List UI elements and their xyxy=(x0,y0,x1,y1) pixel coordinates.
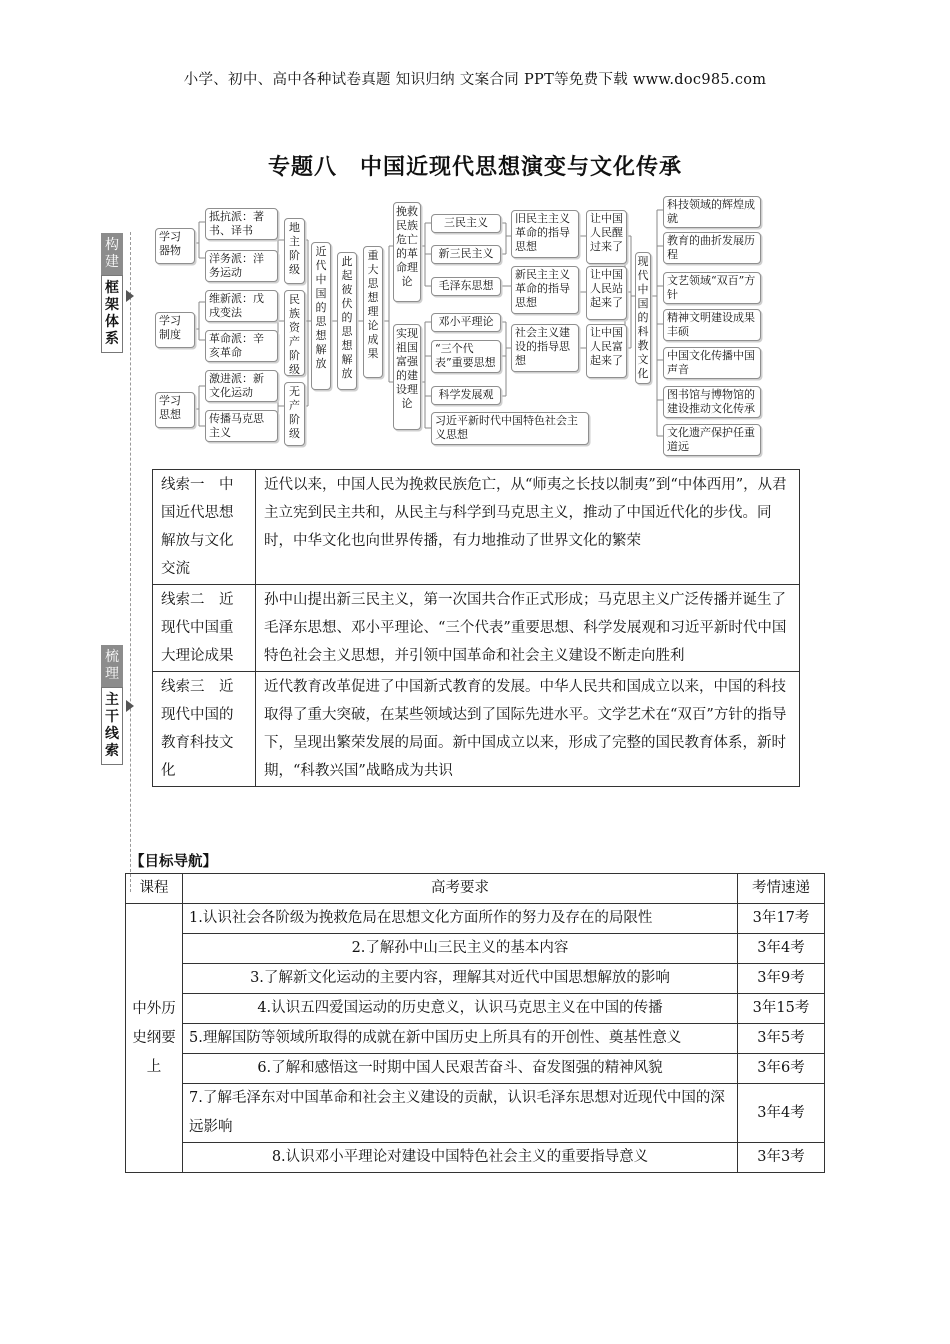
requirement-cell: 6.了解和感悟这一时期中国人民艰苦奋斗、奋发图强的精神风貌 xyxy=(183,1054,738,1084)
page-header: 小学、初中、高中各种试卷真题 知识归纳 文案合同 PPT等免费下载 www.doc985.com xyxy=(183,72,767,88)
side-tab-bottom: 框架体系 xyxy=(101,275,123,353)
table-row xyxy=(126,994,825,1024)
count-cell: 3年5考 xyxy=(738,1024,825,1054)
pointer-arrow-icon xyxy=(126,290,134,302)
clue-text: 近代以来，中国人民为挽救民族危亡，从“师夷之长技以制夷”到“中体西用”，从君主立宪到民主共和，从民主与科学到马克思主义，推动了中国近代化的步伐。同时，中华文化也向世界传播，有力地推动了世界文化的繁荣 xyxy=(256,470,800,585)
dashed-guide-line xyxy=(130,232,131,892)
column-header: 课程 xyxy=(126,874,183,904)
map-node: 科技领域的辉煌成就 xyxy=(663,196,761,228)
column-header: 高考要求 xyxy=(183,874,738,904)
side-tab-clues xyxy=(101,645,123,765)
map-node: 文艺领域“双百”方针 xyxy=(663,272,761,304)
clue-table xyxy=(152,469,800,787)
map-node: 近代中国的思想解放 xyxy=(311,242,331,390)
count-cell: 3年4考 xyxy=(738,1084,825,1143)
count-cell: 3年4考 xyxy=(738,934,825,964)
map-node: 旧民主主义革命的指导思想 xyxy=(511,210,579,258)
requirement-cell: 5.理解国防等领域所取得的成就在新中国历史上所具有的开创性、奠基性意义 xyxy=(183,1024,738,1054)
map-node: 新三民主义 xyxy=(431,245,501,264)
map-node: 毛泽东思想 xyxy=(431,277,501,296)
requirement-cell: 1.认识社会各阶级为挽救危局在思想文化方面所作的努力及存在的局限性 xyxy=(183,904,738,934)
table-header-row xyxy=(126,874,825,904)
table-row xyxy=(126,1054,825,1084)
count-cell: 3年3考 xyxy=(738,1143,825,1173)
map-node: 教育的曲折发展历程 xyxy=(663,232,761,264)
table-row xyxy=(126,1024,825,1054)
map-node: 实现祖国富强的建设理论 xyxy=(393,324,421,430)
count-cell: 3年15考 xyxy=(738,994,825,1024)
map-node: 科学发展观 xyxy=(431,386,501,405)
clue-text: 近代教育改革促进了中国新式教育的发展。中华人民共和国成立以来，中国的科技取得了重大突破，在某些领域达到了国际先进水平。文学艺术在“双百”方针的指导下，呈现出繁荣发展的局面。新中国成立以来，形成了完整的国民教育体系，新时期，“科教兴国”战略成为共识 xyxy=(256,672,800,787)
clue-text: 孙中山提出新三民主义，第一次国共合作正式形成；马克思主义广泛传播并诞生了毛泽东思想、邓小平理论、“三个代表”重要思想、科学发展观和习近平新时代中国特色社会主义思想，并引领中国革命和社会主义建设不断走向胜利 xyxy=(256,585,800,672)
requirement-cell: 8.认识邓小平理论对建设中国特色社会主义的重要指导意义 xyxy=(183,1143,738,1173)
map-node: 传播马克思主义 xyxy=(205,410,278,442)
goals-table xyxy=(125,873,825,1173)
framework-mindmap xyxy=(151,196,801,456)
course-cell: 中外历史纲要上 xyxy=(126,904,183,1173)
map-node: 地主阶级 xyxy=(284,218,305,284)
map-node: 重大思想理论成果 xyxy=(363,246,383,378)
map-node: 图书馆与博物馆的建设推动文化传承 xyxy=(663,386,761,418)
map-node: 邓小平理论 xyxy=(431,313,501,332)
map-node: 让中国人民站起来了 xyxy=(586,266,627,320)
column-header: 考情速递 xyxy=(738,874,825,904)
table-row xyxy=(126,904,825,934)
requirement-cell: 2.了解孙中山三民主义的基本内容 xyxy=(183,934,738,964)
section-title: 【目标导航】 xyxy=(130,854,217,870)
clue-label: 线索二 近现代中国重大理论成果 xyxy=(153,585,256,672)
map-node: 激进派：新文化运动 xyxy=(205,370,278,402)
map-node: 文化遗产保护任重道远 xyxy=(663,424,761,456)
map-node: “三个代表”重要思想 xyxy=(431,340,501,373)
map-node: 学习器物 xyxy=(155,228,195,264)
map-node: 精神文明建设成果丰硕 xyxy=(663,309,761,341)
map-node: 挽救民族危亡的革命理论 xyxy=(393,202,421,302)
map-node: 现代中国的科教文化 xyxy=(635,252,651,384)
table-row xyxy=(126,964,825,994)
table-row xyxy=(153,672,800,787)
table-row xyxy=(126,1084,825,1143)
map-node: 此起彼伏的思想解放 xyxy=(337,252,357,390)
map-node: 让中国人民富起来了 xyxy=(586,324,627,378)
map-node: 习近平新时代中国特色社会主义思想 xyxy=(431,412,589,445)
side-tab-framework xyxy=(101,233,123,353)
map-node: 无产阶级 xyxy=(284,382,305,446)
side-tab-top: 构建 xyxy=(101,233,123,275)
map-node: 学习制度 xyxy=(155,312,195,348)
table-row xyxy=(126,934,825,964)
side-tab-top: 梳理 xyxy=(101,645,123,687)
table-row xyxy=(153,585,800,672)
map-node: 中国文化传播中国声音 xyxy=(663,347,761,379)
side-tab-bottom: 主干线索 xyxy=(101,687,123,765)
requirement-cell: 7.了解毛泽东对中国革命和社会主义建设的贡献，认识毛泽东思想对近现代中国的深远影响 xyxy=(183,1084,738,1143)
count-cell: 3年17考 xyxy=(738,904,825,934)
count-cell: 3年6考 xyxy=(738,1054,825,1084)
map-node: 社会主义建设的指导思想 xyxy=(511,324,579,372)
count-cell: 3年9考 xyxy=(738,964,825,994)
clue-label: 线索三 近现代中国的教育科技文化 xyxy=(153,672,256,787)
map-node: 民族资产阶级 xyxy=(284,290,305,376)
map-node: 抵抗派：著书、译书 xyxy=(205,208,278,240)
map-node: 让中国人民醒过来了 xyxy=(586,210,627,264)
map-node: 新民主主义革命的指导思想 xyxy=(511,266,579,314)
table-row xyxy=(126,1143,825,1173)
pointer-arrow-icon xyxy=(126,700,134,712)
map-node: 革命派：辛亥革命 xyxy=(205,330,278,362)
map-node: 维新派：戊戌变法 xyxy=(205,290,278,322)
map-node: 学习思想 xyxy=(155,392,195,428)
table-row xyxy=(153,470,800,585)
requirement-cell: 3.了解新文化运动的主要内容，理解其对近代中国思想解放的影响 xyxy=(183,964,738,994)
requirement-cell: 4.认识五四爱国运动的历史意义，认识马克思主义在中国的传播 xyxy=(183,994,738,1024)
map-node: 三民主义 xyxy=(431,214,501,233)
clue-label: 线索一 中国近代思想解放与文化交流 xyxy=(153,470,256,585)
map-node: 洋务派：洋务运动 xyxy=(205,250,278,282)
page-title: 专题八 中国近现代思想演变与文化传承 xyxy=(267,155,682,180)
